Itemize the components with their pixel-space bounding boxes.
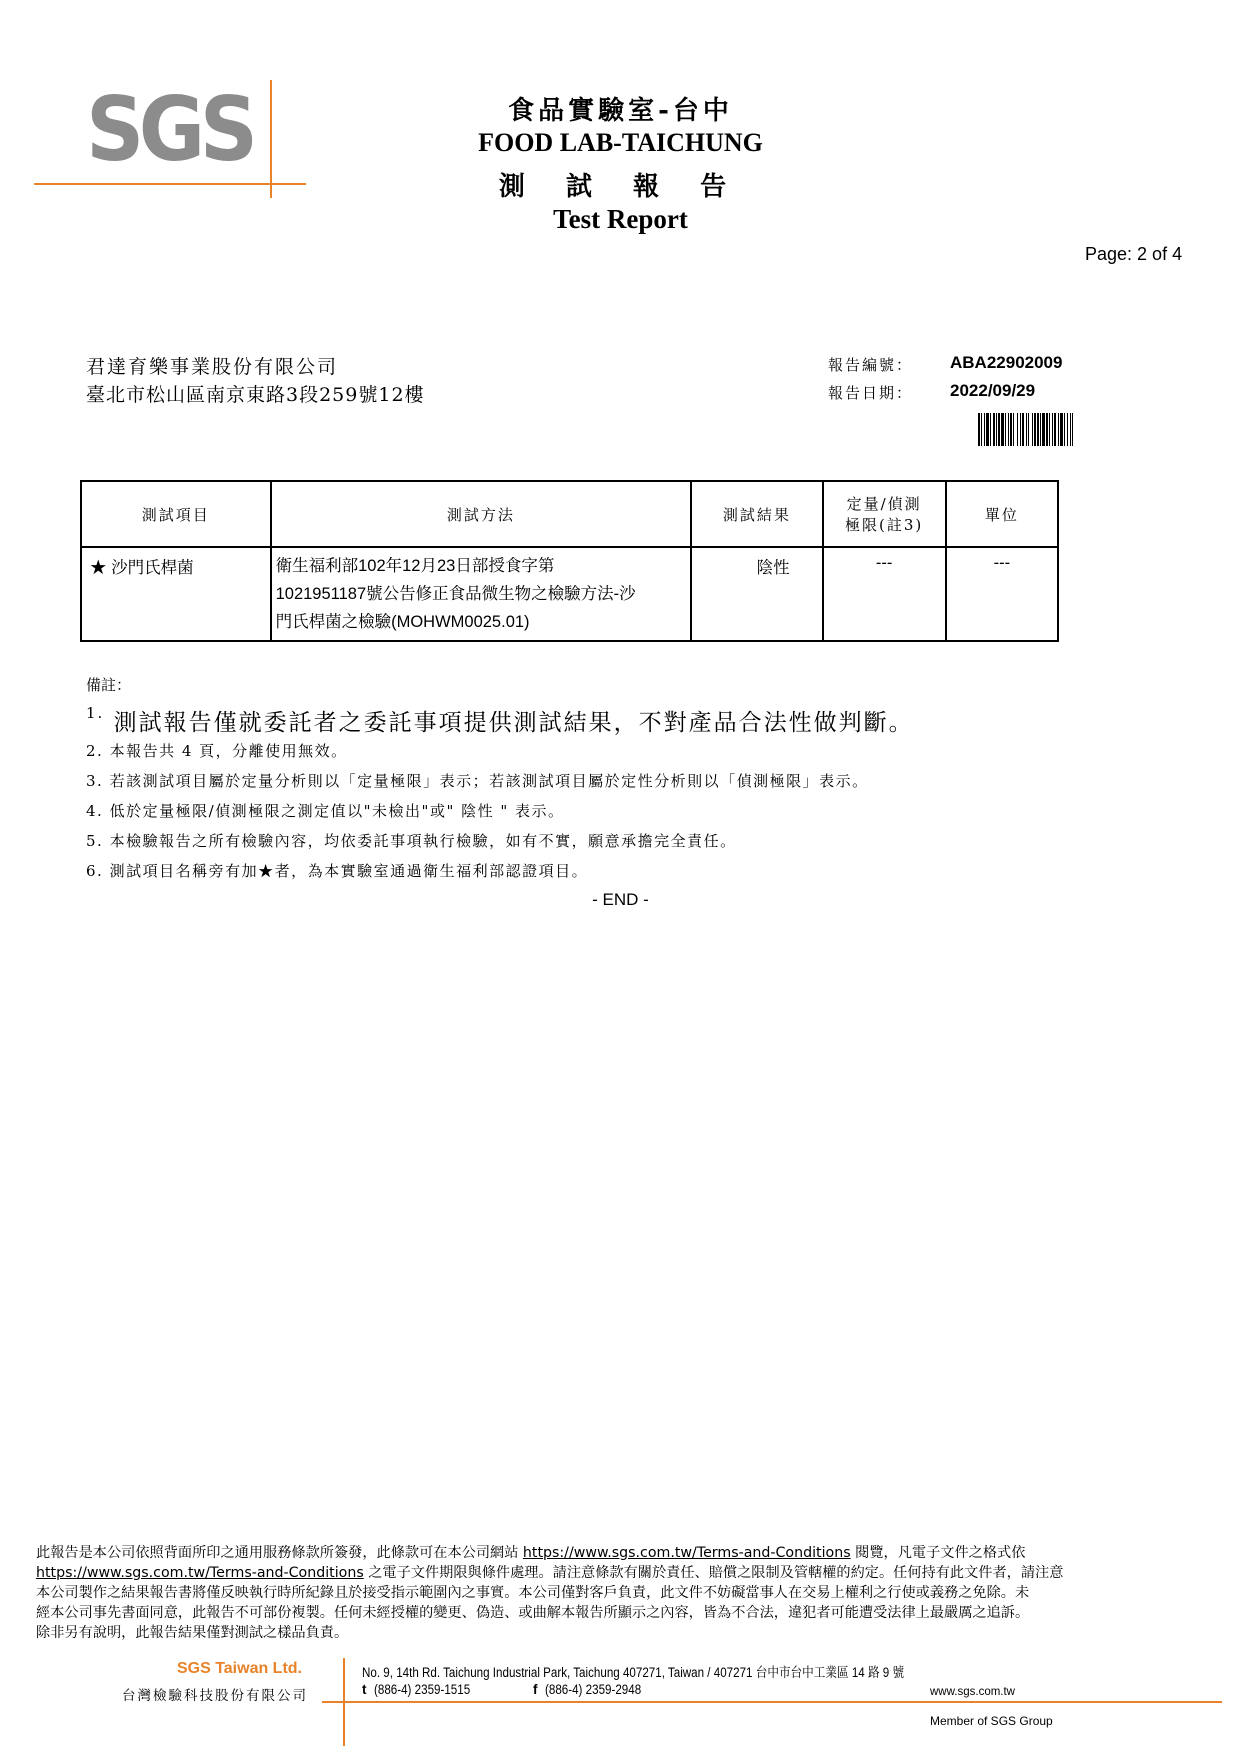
footer-company-en: SGS Taiwan Ltd. (176, 1660, 302, 1677)
note-text: 測試項目名稱旁有加★者，為本實驗室通過衛生福利部認證項目。 (109, 862, 589, 880)
method-line: 門氏桿菌之檢驗(MOHWM0025.01) (275, 613, 530, 631)
method-line: 衛生福利部102年12月23日部授食字第 (275, 557, 555, 575)
header-test-item: 測試項目 (81, 481, 271, 547)
note-item (86, 740, 348, 761)
terms-link[interactable]: https://www.sgs.com.tw/Terms-and-Conditions (36, 1565, 364, 1581)
note-item (86, 860, 588, 881)
report-number-label: 報告編號： (828, 356, 914, 374)
report-date-label: 報告日期： (828, 384, 914, 402)
footer-tel: (886-4) 2359-1515 (374, 1682, 471, 1697)
footer-member: Member of SGS Group (930, 1714, 1053, 1728)
cell-test-method (271, 547, 692, 641)
cell-test-item: ★ 沙門氏桿菌 (81, 547, 271, 641)
disclaimer-line (36, 1543, 1206, 1563)
notes-title: 備註： (86, 676, 132, 694)
lab-name-zh: 食品實驗室-台中 (508, 96, 733, 126)
note-number: 6. (86, 862, 104, 880)
note-item (86, 830, 737, 851)
header-unit: 單位 (946, 481, 1058, 547)
disclaimer-line (36, 1563, 1206, 1583)
cell-limit: --- (823, 547, 946, 641)
client-address: 臺北市松山區南京東路3段259號12樓 (86, 384, 425, 406)
footer-horizontal-rule (322, 1701, 1222, 1703)
note-text: 若該測試項目屬於定量分析則以「定量極限」表示；若該測試項目屬於定性分析則以「偵測極限」表示。 (109, 772, 869, 790)
barcode-icon (978, 413, 1148, 446)
disclaimer-line: 除非另有說明，此報告結果僅對測試之樣品負責。 (36, 1625, 349, 1641)
note-item (86, 800, 565, 821)
disclaimer-text: 閱覽，凡電子文件之格式依 (850, 1545, 1026, 1561)
note-number: 5. (86, 832, 104, 850)
header-limit (823, 481, 946, 547)
note-text: 低於定量極限/偵測極限之測定值以"未檢出"或" 陰性 " 表示。 (109, 802, 565, 820)
disclaimer-text: 此報告是本公司依照背面所印之通用服務條款所簽發，此條款可在本公司網站 (36, 1545, 523, 1561)
note-item (86, 704, 914, 737)
results-table (80, 480, 1059, 642)
footer-address: No. 9, 14th Rd. Taichung Industrial Park, Taichung 407271, Taiwan / 407271 台中市台中工業區 14 路 9 號 (362, 1665, 905, 1680)
disclaimer-line: 經本公司事先書面同意，此報告不可部份複製。任何未經授權的變更、偽造、或曲解本報告所顯示之內容，皆為不合法，違犯者可能遭受法律上最嚴厲之追訴。 (36, 1605, 1030, 1621)
terms-link[interactable]: https://www.sgs.com.tw/Terms-and-Conditions (522, 1545, 851, 1561)
note-number: 4. (86, 802, 104, 820)
header-limit-line2: 極限(註3) (845, 516, 924, 534)
page-number: Page: 2 of 4 (1085, 244, 1183, 264)
footer-tel-label: t (362, 1682, 367, 1697)
note-item (86, 770, 869, 791)
lab-name-en: FOOD LAB-TAICHUNG (478, 128, 763, 157)
note-text: 測試報告僅就委託者之委託事項提供測試結果，不對產品合法性做判斷。 (113, 710, 914, 736)
note-text: 本報告共 4 頁，分離使用無效。 (109, 742, 348, 760)
report-title-en: Test Report (553, 204, 688, 234)
method-line: 1021951187號公告修正食品微生物之檢驗方法-沙 (275, 585, 636, 603)
footer-company-zh: 台灣檢驗科技股份有限公司 (122, 1688, 308, 1704)
footer-fax: (886-4) 2359-2948 (545, 1682, 642, 1697)
sgs-logo-text: SGS (86, 78, 253, 181)
note-number: 3. (86, 772, 104, 790)
disclaimer-text: 之電子文件期限與條件處理。請注意條款有關於責任、賠償之限制及管轄權的約定。任何持有此文件者，請注意 (363, 1565, 1064, 1581)
client-name: 君達育樂事業股份有限公司 (86, 356, 339, 378)
note-number: 2. (86, 742, 104, 760)
header-test-method: 測試方法 (271, 481, 692, 547)
table-row (81, 547, 1058, 641)
note-number: 1. (86, 704, 105, 722)
report-title-zh: 測 試 報 告 (498, 172, 743, 202)
disclaimer-line: 本公司製作之結果報告書將僅反映執行時所紀錄且於接受指示範圍內之事實。本公司僅對客戶負責，此文件不妨礙當事人在交易上權利之行使或義務之免除。未 (36, 1585, 1030, 1601)
end-marker: - END - (592, 890, 649, 909)
cell-unit: --- (946, 547, 1058, 641)
header-limit-line1: 定量/偵測 (846, 495, 922, 513)
footer-website[interactable]: www.sgs.com.tw (930, 1686, 1015, 1698)
table-header-row (81, 481, 1058, 547)
report-number: ABA22902009 (950, 353, 1063, 372)
footer-fax-label: f (533, 1682, 538, 1697)
cell-test-result: 陰性 (691, 547, 822, 641)
disclaimer (36, 1543, 1206, 1643)
note-text: 本檢驗報告之所有檢驗內容，均依委託事項執行檢驗，如有不實，願意承擔完全責任。 (109, 832, 737, 850)
header-test-result: 測試結果 (691, 481, 822, 547)
report-date: 2022/09/29 (950, 381, 1036, 400)
